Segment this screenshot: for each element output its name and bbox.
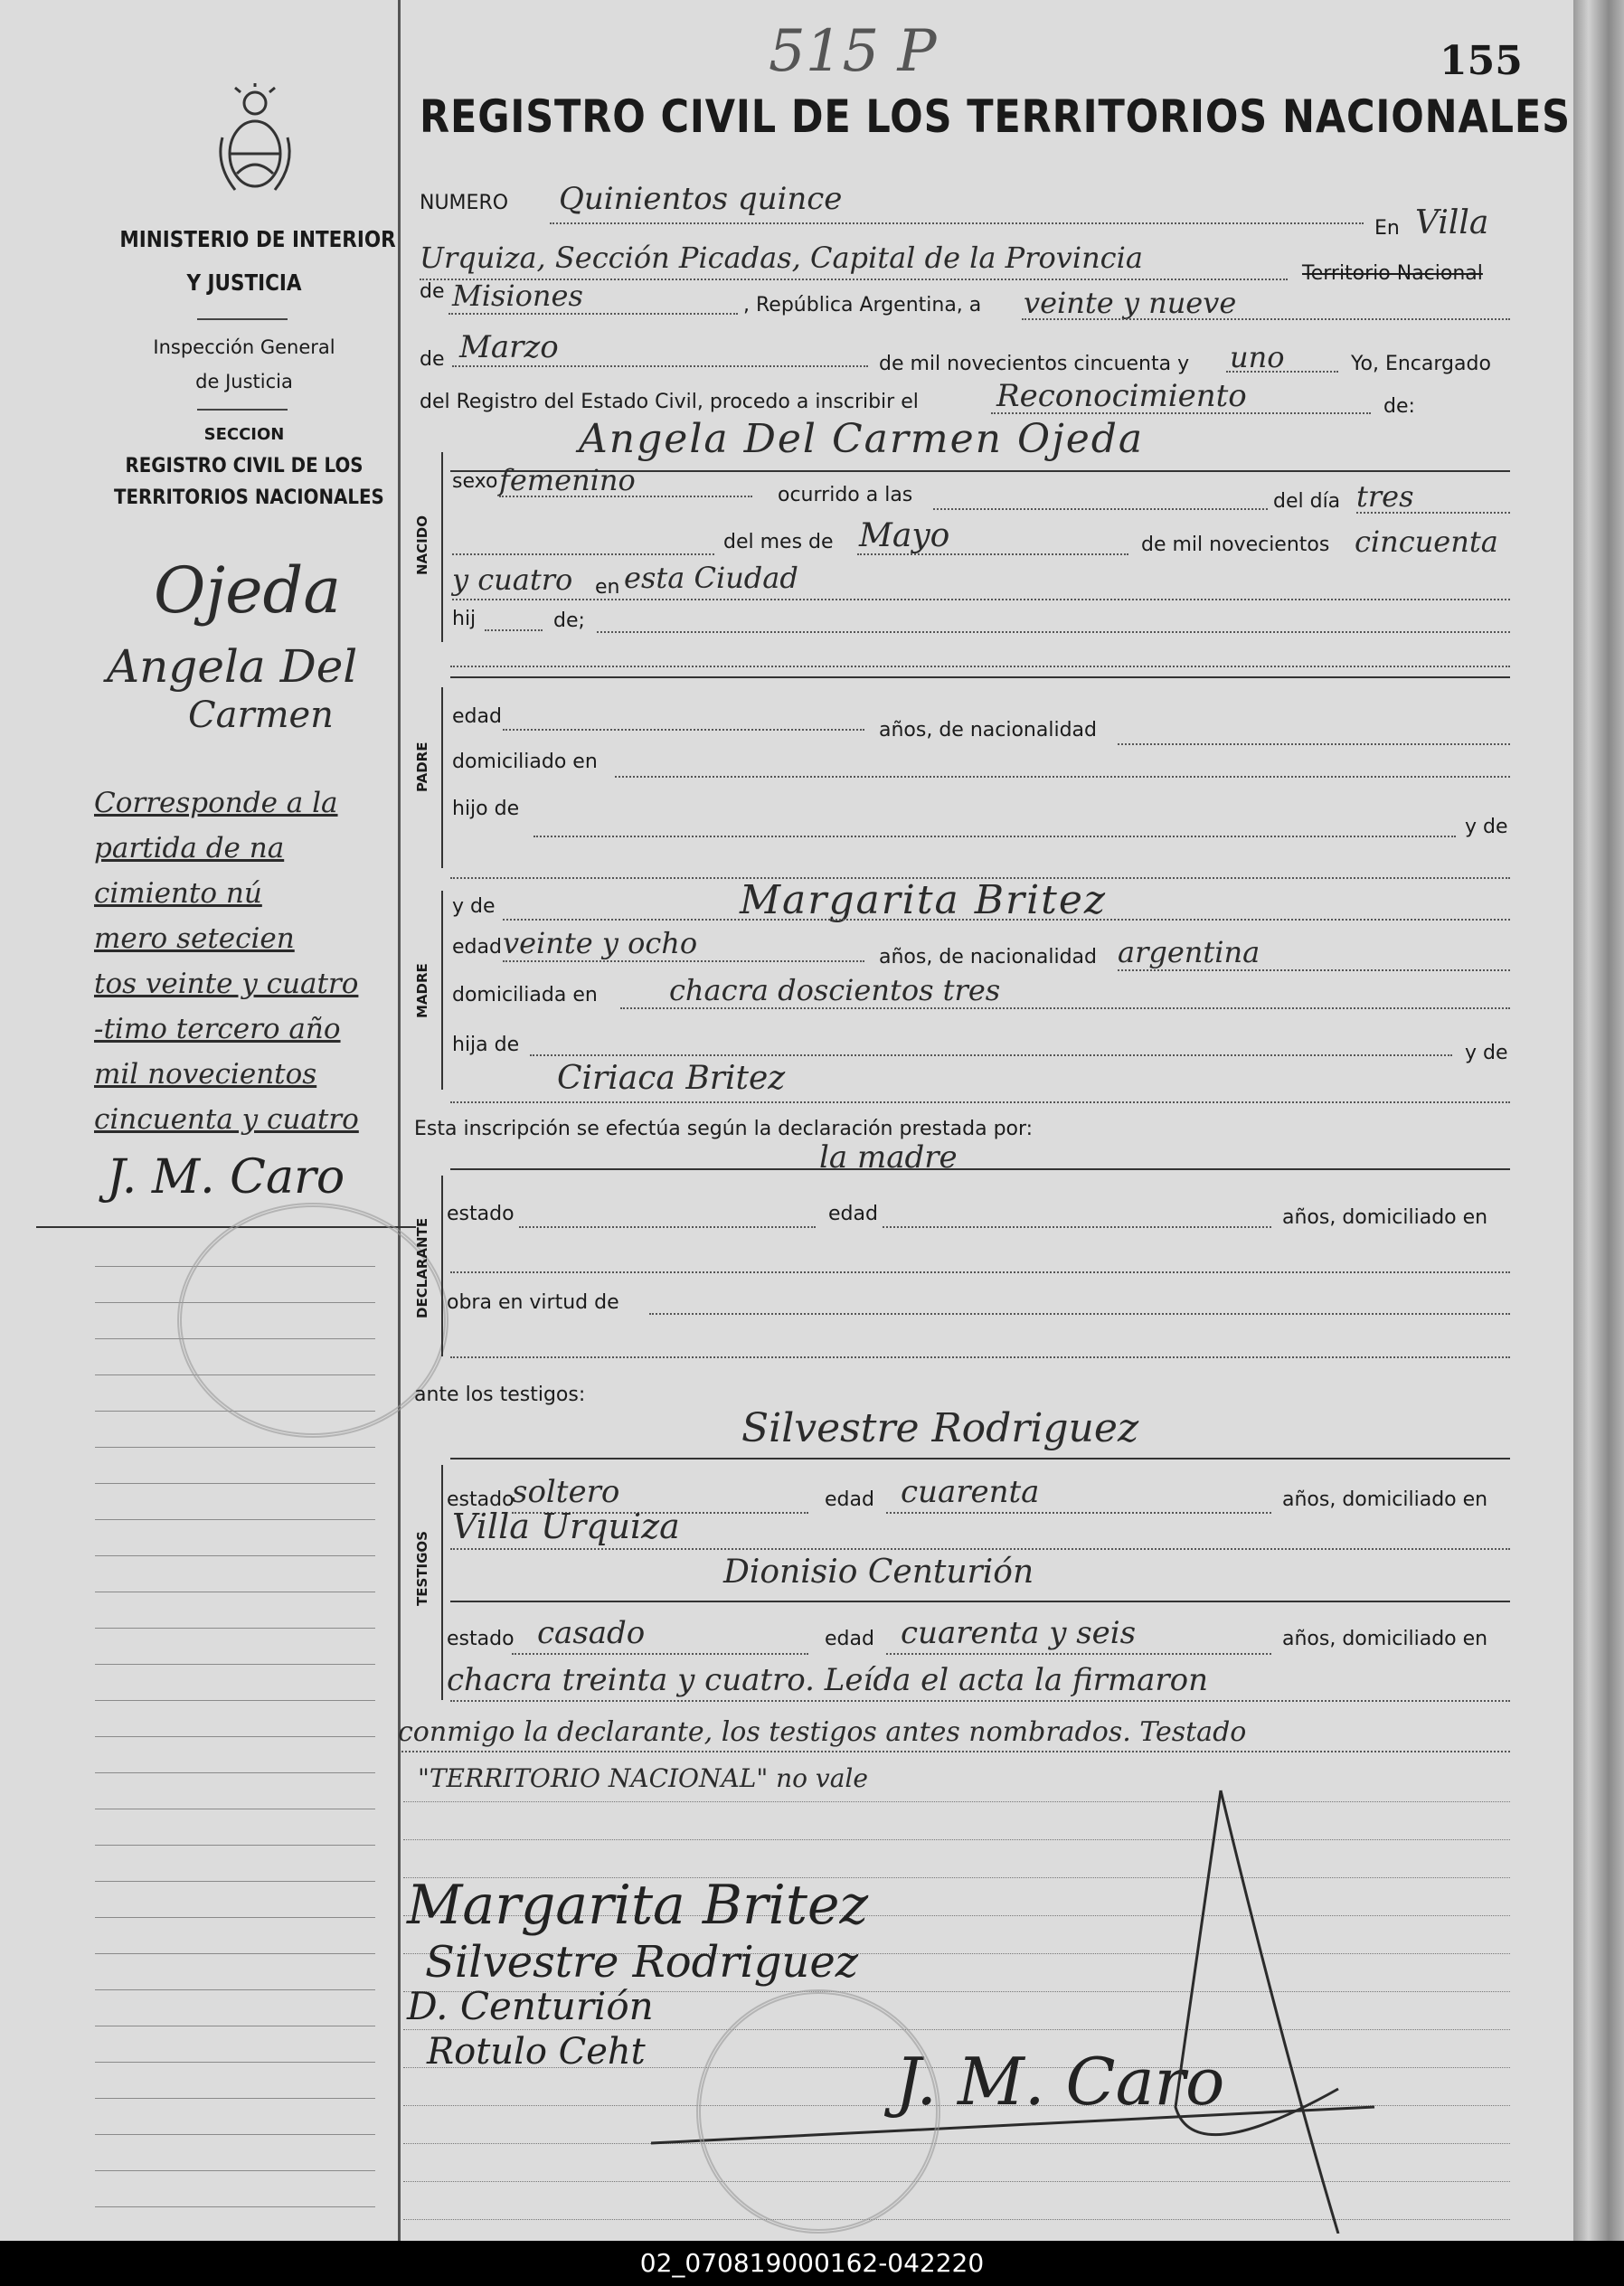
margin-rule (95, 1483, 375, 1484)
signature-testigo-1: Silvestre Rodriguez (425, 1937, 859, 1988)
margin-rule (95, 2170, 375, 2171)
margin-given-names-1: Angela Del (107, 640, 358, 693)
closing-line-3: "TERRITORIO NACIONAL" no vale (418, 1763, 868, 1793)
margin-rule (95, 1917, 375, 1918)
margin-note-line: tos veinte y cuatro (94, 968, 359, 1000)
padre-bracket (441, 687, 443, 868)
testigo1-name: Silvestre Rodriguez (741, 1405, 1139, 1451)
anio-value-1: cincuenta (1355, 524, 1498, 559)
mil-label: de mil novecientos (1141, 534, 1330, 556)
encargado-label: Yo, Encargado (1351, 353, 1491, 375)
declarante-side-label: DECLARANTE (414, 1217, 430, 1318)
padre-hijo-label: hijo de (452, 798, 520, 820)
inspection-line2: de Justicia (195, 371, 293, 392)
margin-rule (95, 1772, 375, 1773)
testigos-bracket (441, 1465, 443, 1700)
seal-stamp-2 (696, 1989, 940, 2234)
de-label: de (420, 280, 445, 303)
signature-officer: J. M. Caro (895, 2044, 1225, 2120)
handwritten-number: 515 P (769, 18, 937, 85)
footer-id: 02_070819000162-042220 (0, 2241, 1624, 2286)
dia-value: tres (1356, 479, 1414, 514)
margin-rule (95, 2098, 375, 2099)
declaracion-label: Esta inscripción se efectúa según la declaración prestada por: (414, 1118, 1034, 1140)
territorio-label: Territorio Nacional (1302, 262, 1483, 285)
declarante-obra-label: obra en virtud de (447, 1291, 619, 1314)
margin-given-names-2: Carmen (188, 694, 334, 736)
madre-y-de-label: y de (452, 895, 496, 918)
folio-number: 155 (1440, 38, 1523, 84)
numero-value: Quinientos quince (559, 181, 843, 217)
margin-rule (95, 1989, 375, 1990)
divider (197, 409, 288, 411)
nacido-bracket (441, 452, 443, 642)
margin-surname: Ojeda (154, 553, 342, 628)
testigo2-edad-label: edad (825, 1628, 874, 1650)
madre-side-label: MADRE (414, 963, 430, 1018)
hij-label: hij (452, 608, 477, 630)
testigo1-anios-label: años, domiciliado en (1282, 1488, 1488, 1511)
madre-anios-label: años, de nacionalidad (879, 946, 1097, 968)
margin-rule (95, 1447, 375, 1448)
testigos-label: ante los testigos: (414, 1384, 586, 1406)
madre-domiciliada-label: domiciliada en (452, 984, 598, 1006)
dia-label: del día (1273, 490, 1341, 513)
padre-edad-label: edad (452, 705, 502, 728)
testigo1-edad: cuarenta (901, 1474, 1040, 1510)
margin-rule (95, 1700, 375, 1701)
signature-madre: Margarita Britez (407, 1874, 869, 1937)
testigo2-anios-label: años, domiciliado en (1282, 1628, 1488, 1650)
testigo2-edad: cuarenta y seis (901, 1615, 1137, 1651)
divider (197, 318, 288, 320)
margin-note-line: partida de na (94, 832, 285, 864)
madre-bracket (441, 891, 443, 1090)
margin-rule (95, 1664, 375, 1665)
ministry-line1: MINISTERIO DE INTERIOR (119, 226, 396, 252)
margin-rule (95, 1519, 375, 1520)
margin-rule (95, 1628, 375, 1629)
madre-domicilio-value: chacra doscientos tres (669, 973, 1001, 1007)
testigos-side-label: TESTIGOS (414, 1531, 430, 1606)
month-value: Marzo (459, 329, 559, 365)
year-value: uno (1230, 340, 1285, 374)
testigo1-edad-label: edad (825, 1488, 874, 1511)
padre-side-label: PADRE (414, 742, 430, 792)
de-colon-label: de: (1383, 395, 1415, 418)
mes-label: del mes de (723, 531, 834, 553)
numero-label: NUMERO (420, 192, 509, 214)
madre-edad-label: edad (452, 936, 502, 959)
date-value: veinte y nueve (1024, 286, 1237, 320)
closing-line-1: chacra treinta y cuatro. Leída el acta la firmaron (447, 1662, 1209, 1698)
declarante-edad-label: edad (828, 1203, 878, 1225)
republica-label: , República Argentina, a (743, 294, 982, 316)
sexo-label: sexo (452, 470, 498, 493)
sexo-value: femenino (499, 463, 636, 497)
seal-stamp (177, 1203, 448, 1438)
margin-note-line: -timo tercero año (94, 1013, 341, 1045)
madre-nacionalidad-value: argentina (1118, 935, 1260, 969)
margin-rule (95, 1736, 375, 1737)
padre-domiciliado-label: domiciliado en (452, 751, 598, 773)
margin-rule (95, 2062, 375, 2063)
declarante-anios-label: años, domiciliado en (1282, 1206, 1488, 1229)
en-value: Villa (1415, 204, 1489, 241)
margin-note-line: Corresponde a la (94, 787, 338, 819)
margin-note-line: mero setecien (94, 922, 295, 955)
testigo1-estado-label: estado (447, 1488, 515, 1511)
madre-parent-value: Ciriaca Britez (557, 1060, 786, 1097)
section-line2: TERRITORIOS NACIONALES (114, 486, 384, 509)
padre-anios-label: años, de nacionalidad (879, 719, 1097, 742)
place-value: Urquiza, Sección Picadas, Capital de la Provincia (420, 241, 1143, 275)
margin-rule (95, 2206, 375, 2207)
de-label-2: de (420, 348, 445, 371)
registro-label: del Registro del Estado Civil, procedo a inscribir el (420, 391, 919, 413)
lugar-en-label: en (595, 576, 620, 599)
margin-rule (95, 2134, 375, 2135)
madre-y-de-end: y de (1465, 1042, 1508, 1064)
coat-of-arms-icon (210, 83, 300, 201)
declarante-bracket (441, 1176, 443, 1356)
madre-edad-value: veinte y ocho (503, 926, 698, 960)
testigo1-domicilio: Villa Urquiza (452, 1507, 680, 1546)
madre-hija-label: hija de (452, 1034, 520, 1056)
ocurrido-label: ocurrido a las (778, 484, 913, 506)
margin-note-line: cincuenta y cuatro (94, 1103, 359, 1136)
margin-rule (95, 1845, 375, 1846)
form-title: REGISTRO CIVIL DE LOS TERRITORIOS NACIONALES (420, 90, 1571, 143)
margin-rule (95, 1953, 375, 1954)
inspection-line1: Inspección General (153, 336, 335, 358)
signature-rotulo: Rotulo Ceht (427, 2031, 646, 2073)
act-type: Reconocimiento (996, 378, 1247, 414)
margin-signature: J. M. Caro (107, 1150, 345, 1204)
lugar-value: esta Ciudad (624, 561, 798, 595)
margin-note-line: mil novecientos (94, 1058, 317, 1091)
padre-y-de-label: y de (1465, 816, 1508, 838)
testigo2-estado: casado (537, 1615, 646, 1651)
testigo1-estado: soltero (512, 1474, 620, 1510)
declarante-name: la madre (819, 1139, 958, 1176)
testigo2-name: Dionisio Centurión (723, 1554, 1034, 1591)
column-divider (398, 0, 401, 2241)
mes-value: Mayo (859, 517, 950, 554)
margin-rule (95, 1555, 375, 1556)
declarante-estado-label: estado (447, 1203, 515, 1225)
anio-value-2: y cuatro (452, 562, 573, 597)
hij-de-label: de; (553, 609, 585, 632)
closing-line-2: conmigo la declarante, los testigos antes nombrados. Testado (398, 1716, 1247, 1748)
madre-name: Margarita Britez (740, 877, 1108, 923)
signature-testigo-2: D. Centurión (407, 1984, 654, 2028)
province-value: Misiones (452, 279, 583, 313)
section-label: SECCION (203, 425, 285, 444)
ministry-line2: Y JUSTICIA (186, 269, 302, 296)
page-edge (1573, 0, 1624, 2241)
margin-note-line: cimiento nú (94, 877, 262, 910)
registered-name: Angela Del Carmen Ojeda (579, 416, 1145, 462)
en-label: En (1374, 217, 1400, 240)
nacido-side-label: NACIDO (414, 515, 430, 575)
margin-rule (95, 1881, 375, 1882)
section-line1: REGISTRO CIVIL DE LOS (125, 455, 364, 477)
year-label: de mil novecientos cincuenta y (879, 353, 1190, 375)
testigo2-estado-label: estado (447, 1628, 515, 1650)
